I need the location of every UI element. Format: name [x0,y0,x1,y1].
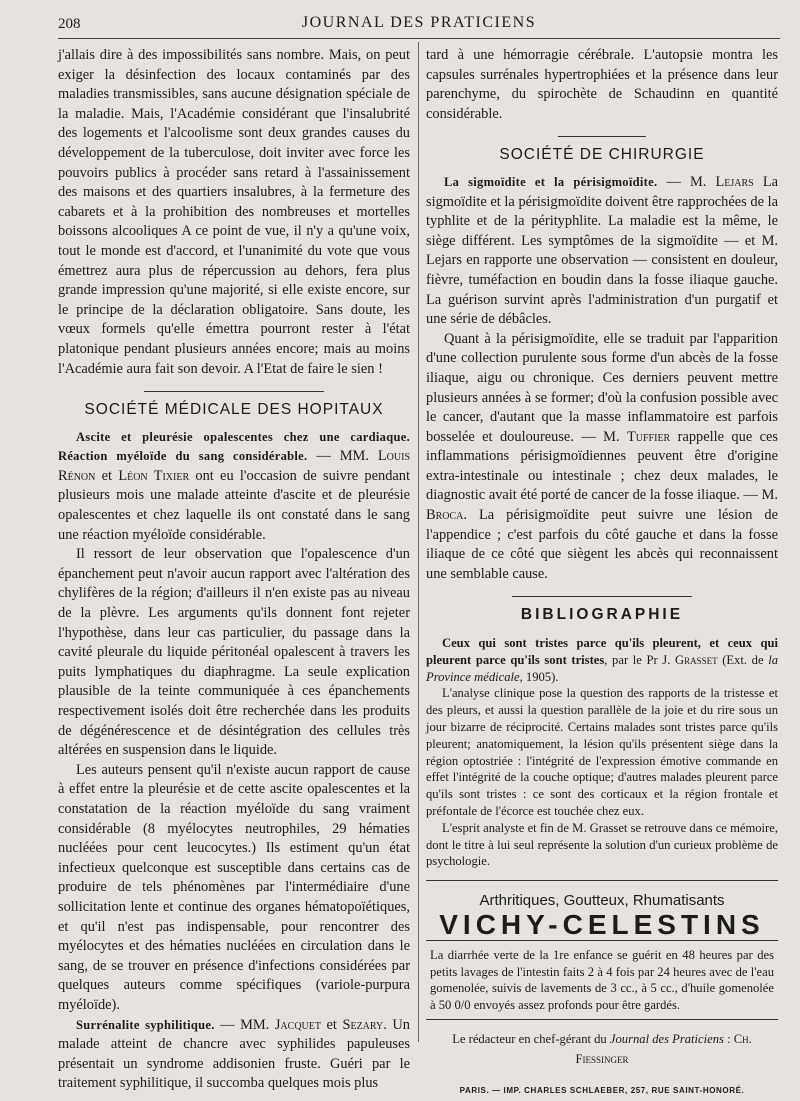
text-run: Quant à la périsigmoïdite, elle se traduit par l'apparition d'une collection purulente sous forme d'un abcès de la fosse iliaque, aigu ou chronique. Ces derniers peuvent mettre plusieurs années à se former; d'où la confusion possible avec le cancer, d'autant que la masse inflammatoire est parfois bosselée et douloureuse. — M. [426,330,778,445]
printer-imprint: PARIS. — IMP. CHARLES SCHLAEBER, 257, RUE SAINT-HONORÉ. [459,1086,745,1096]
paragraph [58,428,410,546]
paragraph: j'allais dire à des impossibilités sans nombre. Mais, on peut exiger la désinfection des locaux contaminés par des maladies transmissibles, sans aucune désignation spéciale de la maladie. Mais, l'Académie considérant que l'insalubrité des logements et l'alcoolisme sont deux grandes causes du développement de la tuberculose, doit inviter avec force les pouvoirs publics à procéder sans retard à l'assainissement des maisons et des quartiers insalubres, à la fermeture des cabarets et à la prohibition des nombreuses et mortelles boissons alcooliques A ce point de vue, il n'y a qu'une voix, tout le monde est d'accord, et l'unanimité du vote que vous émettrez aura plus de répercussion au dehors, fera plus grande impression qu'une majorité, si elle existe encore, sur le principe de la déclaration obligatoire. Sans doute, les vœux formels qu'elle émettra pourront rester à l'état platonique pendant plusieurs années encore; mais au moins l'Académie aura fait son devoir. A l'Etat de faire le sien ! [58,47,410,377]
paragraph: L'esprit analyste et fin de M. Grasset se retrouve dans ce mémoire, dont le titre à lui seul représente la solution d'un curieux problème de psychologie. [426,820,778,869]
page-number: 208 [58,16,81,32]
section-divider [144,391,324,392]
journal-name: Journal des Praticiens [609,1032,724,1046]
text-run: — MM. [307,448,378,465]
section-title: SOCIÉTÉ MÉDICALE DES HOPITAUX [84,401,384,419]
editor-line [426,1030,778,1069]
paragraph [426,635,778,685]
author-name: Broca [426,507,464,524]
text-run: (Ext. de [717,652,769,667]
text-run: et [95,467,119,484]
rubric-title: Ascite et pleurésie opalescentes chez une cardiaque. Réaction myéloïde du sang considérable. [58,429,410,464]
author-name: Lejars [715,173,754,190]
text-run: . La périsigmoïdite peut suivre une lésion de l'appendice ; c'est parfois du côté gauche et dans la fosse iliaque de ce côté que siègent les abcès qui reconnaissent une semblable cause. [426,507,778,582]
editor-name: Ch. Fiessinger [575,1032,752,1066]
author-name: Jacquet [274,1016,321,1033]
rubric-title: La sigmoïdite et la périsigmoïdite. [444,174,658,189]
section-title: SOCIÉTÉ DE CHIRURGIE [499,146,705,164]
left-column [58,46,410,1094]
text-run: La sigmoïdite et la périsigmoïdite doivent être rapprochées de la typhlite et de la pérityphlite. La maladie est la même, le siège différent. Les symptômes de la sigmoïdite — et M. Lejars en rapporte une observation — consistent en douleur, fièvre, tuméfaction en boudin dans la fosse iliaque gauche. La guérison survint après l'administration d'un purgatif et une série de débâcles. [426,173,778,328]
text-run: , 1905). [519,669,559,684]
text-run: — MM. [214,1016,275,1033]
paragraph [58,1016,410,1094]
text-run: Le rédacteur en chef-gérant du [452,1032,610,1046]
author-name: Sezary [342,1016,384,1033]
text-run: . Un malade atteint de chancre avec syphilides papuleuses présentait un syndrome addisonien fruste. Guéri par le traitement syphilitique, il succomba quelques mois plus [58,1016,410,1092]
advertisement [426,880,778,1020]
ad-text: La diarrhée verte de la 1re enfance se guérit en 48 heures par des petits lavages de l'intestin faits 2 à 4 fois par 24 heures avec de l'eau gomenolée, suivis de lavements de 3 cc., à 5 cc., d'huile gomenolée à 50 0/0 envoyés assez profonds pour être gardés. [426,940,778,1020]
paragraph [426,173,778,330]
text-run: et [320,1016,343,1033]
author-name: Tuffier [626,428,671,445]
section-divider [558,136,646,137]
source-title: la Province médicale [426,652,778,684]
text-run: , par le Pr J. [604,652,675,667]
author-name: Léon Tixier [118,467,190,484]
page-header [58,14,780,39]
ad-brand: VICHY-CELESTINS [439,908,765,940]
paragraph [426,330,778,585]
text-run: rappelle que ces inflammations périsigmoïdiennes peuvent être d'origine extra-intestinale ou intestinale ; chez deux malades, le diagnostic avait été porté de cancer de la fosse iliaque. — M. [426,428,778,504]
book-title: Ceux qui sont tristes parce qu'ils pleurent, et ceux qui pleurent parce qu'ils sont tristes [426,636,778,667]
rubric-title: Surrénalite syphilitique. [76,1017,215,1032]
text-run: : [723,1032,734,1046]
column-divider [418,42,419,1042]
text-run: — M. [657,173,716,190]
right-column [426,46,778,1101]
paragraph: Les auteurs pensent qu'il n'existe aucun rapport de cause à effet entre la pleurésie et de cette ascite opalescentes et la constatation de la réaction myéloïde du sang vraiment considérable (8 myélocytes neutrophiles, 29 hématies nucléées pour cent leucocytes.) Ils estiment qu'un état infectieux quelconque est susceptible dans certains cas de produire de tels phénomènes par l'intermédiaire d'une sollicitation lente et continue des organes hématopoïétiques, et qu'il n'est pas indispensable, pour rencontrer des myélocytes et des hématies nucléées en circulation dans le sang, de se trouver en présence d'infections considérées par quelques auteurs comme spécifiques (variole-purpura myéloïde). [58,761,410,1013]
author-name: Grasset [674,652,718,667]
bibliography-section [426,635,778,870]
paragraph: tard à une hémorragie cérébrale. L'autopsie montra les capsules surrénales hypertrophiées et la présence dans leur parenchyme, du spirochète de Schaudinn en quantité considérable. [426,47,778,122]
journal-title: JOURNAL DES PRATICIENS [301,14,537,31]
paragraph: Il ressort de leur observation que l'opalescence d'un épanchement peut n'avoir aucun rapport avec l'altération des chylifères de la région; d'ailleurs il n'en existe pas au niveau de la plèvre. Les arguments qu'ils donnent font rejeter l'hypothèse, dans leur cas particulier, du passage dans la cavité pleurale du liquide péritonéal opalescent à travers les puits lymphatiques du diaphragme. La seule explication plausible de la teinte communiquée à ces épanchements respectivement isolés doit être recherchée dans les produits de dégénérescence et de désintégration des cellules très altérées en suspension dans le liquide. [58,546,410,759]
section-divider [512,596,692,597]
text-run: ont eu l'occasion de suivre pendant plusieurs mois une malade atteinte d'ascite et de pleurésie opalescentes et chez laquelle ils ont constaté dans le sang une réaction myéloïde considérable. [58,467,410,543]
bibliography-title: BIBLIOGRAPHIE [520,606,684,624]
paragraph: L'analyse clinique pose la question des rapports de la tristesse et des pleurs, et aussi la question parallèle de la joie et du rire sous un jour bizarre de réciprocité. Certains malades sont tristes parce qu'ils pleurent; anatomiquement, la lésion qu'ils présentent siège dans la région optostriée : l'intégrité de l'expression émotive commande en effet l'intégrité de la couche optique; d'autres malades pleurent parce qu'ils sont tristes : ce sont des corticaux et la région frontale et préfontale de l'écorce est touchée chez eux. [426,686,778,818]
author-name: Louis Rénon [58,448,411,484]
ad-tagline: Arthritiques, Goutteux, Rhumatisants [479,892,725,910]
